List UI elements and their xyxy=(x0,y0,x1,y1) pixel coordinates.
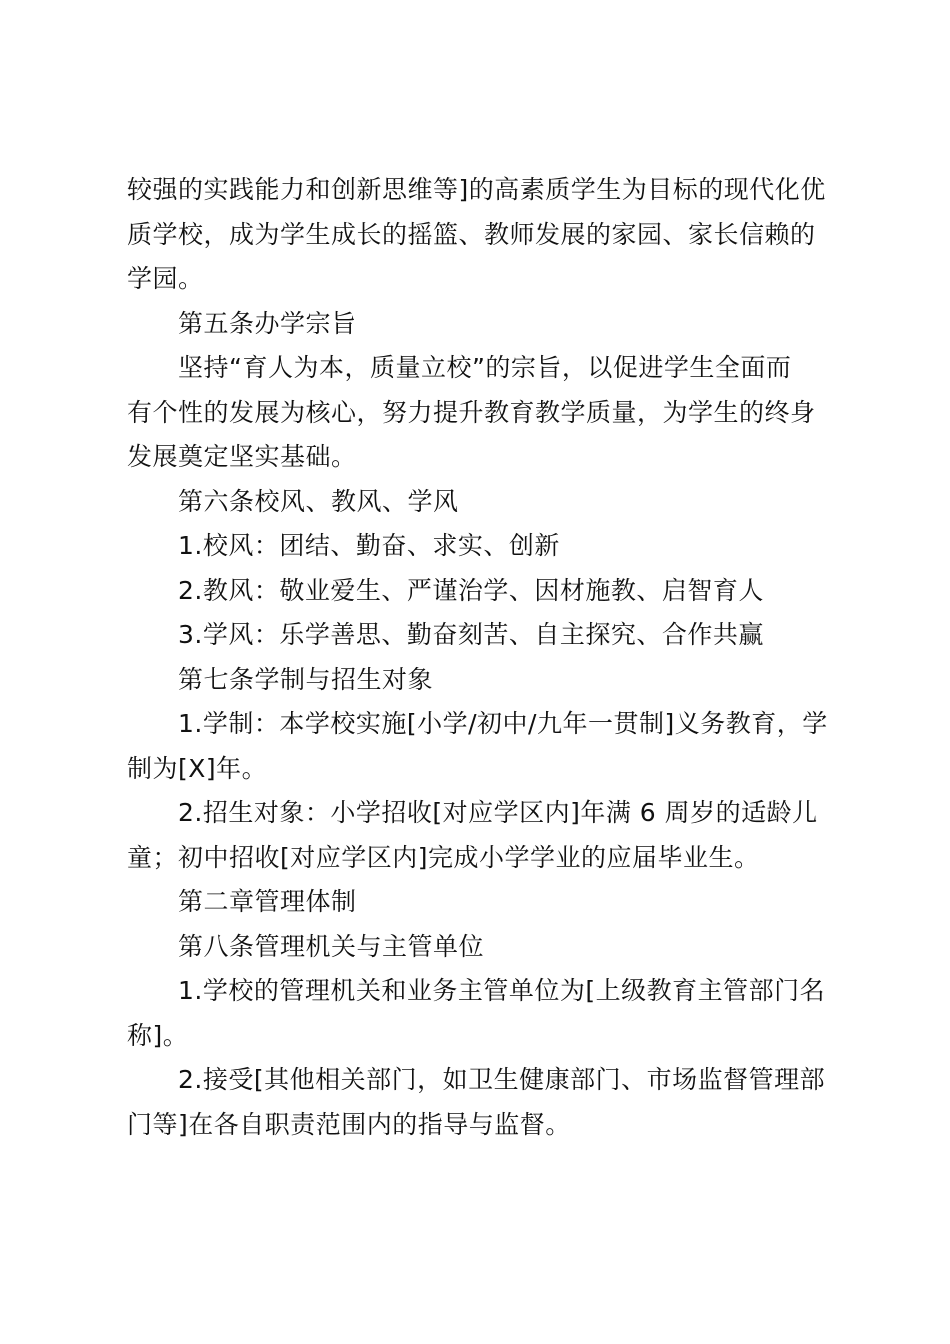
text-line: 有个性的发展为核心，努力提升教育教学质量，为学生的终身 xyxy=(127,397,816,427)
list-item: 3.学风：乐学善思、勤奋刻苦、自主探究、合作共赢 xyxy=(178,620,764,649)
article-heading: 第八条管理机关与主管单位 xyxy=(178,931,485,961)
list-item: 2.接受[其他相关部门，如卫生健康部门、市场监督管理部 xyxy=(178,1065,826,1094)
text-line: 制为[X]年。 xyxy=(127,753,268,783)
article-heading: 第五条办学宗旨 xyxy=(178,308,357,338)
list-item: 2.教风：敬业爱生、严谨治学、因材施教、启智育人 xyxy=(178,575,764,605)
text-line: 发展奠定坚实基础。 xyxy=(127,442,357,471)
text-line: 坚持“育人为本，质量立校”的宗旨，以促进学生全面而 xyxy=(178,353,792,382)
article-heading: 第七条学制与招生对象 xyxy=(178,664,434,694)
text-line: 门等]在各自职责范围内的指导与监督。 xyxy=(127,1109,571,1139)
list-item: 1.学校的管理机关和业务主管单位为[上级教育主管部门名 xyxy=(178,976,826,1005)
text-line: 童；初中招收[对应学区内]完成小学学业的应届毕业生。 xyxy=(127,842,760,872)
text-line: 质学校，成为学生成长的摇篮、教师发展的家园、家长信赖的 xyxy=(127,219,816,249)
text-line: 称]。 xyxy=(127,1020,189,1050)
list-item: 2.招生对象：小学招收[对应学区内]年满 6 周岁的适龄儿 xyxy=(178,798,818,827)
document-body xyxy=(127,168,837,1147)
text-line: 较强的实践能力和创新思维等]的高素质学生为目标的现代化优 xyxy=(127,175,826,204)
text-line: 学园。 xyxy=(127,264,204,293)
chapter-heading: 第二章管理体制 xyxy=(178,887,357,916)
article-heading: 第六条校风、教风、学风 xyxy=(178,486,459,516)
list-item: 1.校风：团结、勤奋、求实、创新 xyxy=(178,531,560,560)
list-item: 1.学制：本学校实施[小学/初中/九年一贯制]义务教育，学 xyxy=(178,709,828,738)
